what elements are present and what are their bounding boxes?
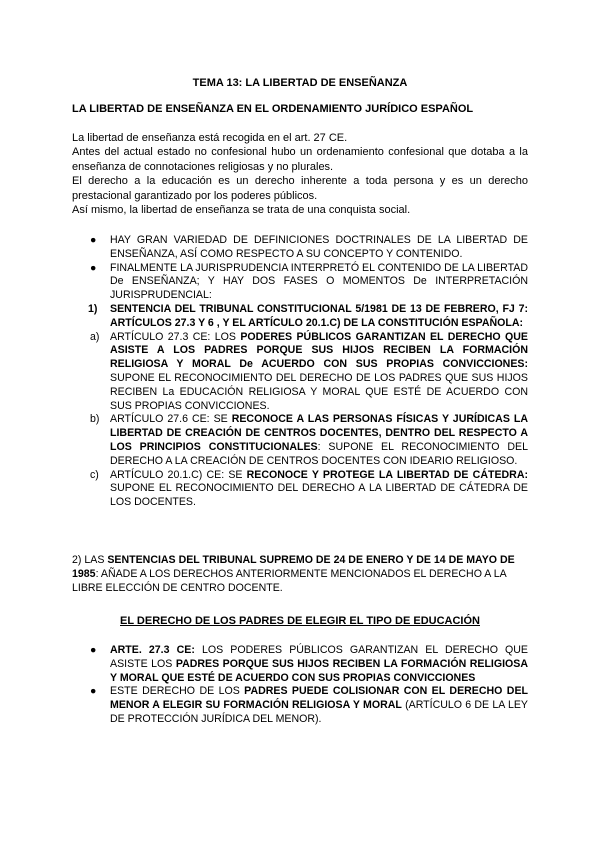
list-item — [72, 331, 528, 414]
bullet-icon: ● — [90, 685, 97, 698]
list-item-text: : SUPONE EL RECONOCIMIENTO DEL DERECHO A LA CREACIÓN DE CENTROS DOCENTES CON IDEARIO RELIGIOSO. — [110, 440, 528, 467]
list-item-text: HAY GRAN VARIEDAD DE DEFINICIONES DOCTRINALES DE LA LIBERTAD DE ENSEÑANZA, ASÍ COMO RESPECTO A SU CONCEPTO Y CONTENIDO. — [110, 234, 528, 260]
list-item — [72, 469, 528, 510]
list-item — [72, 644, 528, 685]
list-item-text: LOS PODERES PÚBLICOS GARANTIZAN EL DERECHO QUE ASISTE LOS — [110, 644, 529, 670]
list-item-text: FINALMENTE LA JURISPRUDENCIA INTERPRETÓ EL CONTENIDO DE LA LIBERTAD De ENSEÑANZA; Y HAY DOS FASES O MOMENTOS De INTERPRETACIÓN JURISPRUDENCIAL: — [110, 261, 528, 302]
list-item-text: (ARTÍCULO 6 DE LA LEY DE PROTECCIÓN JURÍDICA DEL MENOR). — [110, 699, 528, 725]
intro-paragraph: El derecho a la educación es un derecho inherente a toda persona y es un derecho prestacional garantizado por los poderes públicos. — [72, 175, 528, 202]
paragraph-text: 2) LAS — [72, 554, 108, 566]
list-marker: a) — [90, 330, 100, 343]
list-item-bold: RECONOCE Y PROTEGE LA LIBERTAD DE CÁTEDRA: — [246, 468, 528, 481]
list-item-bold: ARTE. 27.3 CE: — [110, 644, 195, 656]
list-item — [72, 303, 528, 331]
list-item-text: ARTÍCULO 20.1.C) CE: SE — [110, 468, 247, 481]
paragraph-bold: SENTENCIAS DEL TRIBUNAL SUPREMO DE 24 DE ENERO Y DE 14 DE MAYO DE 1985 — [72, 554, 515, 580]
list-item-bold: RECONOCE A LAS PERSONAS FÍSICAS Y JURÍDICAS LA LIBERTAD DE CREACIÓN DE CENTROS DOCENTES, DENTRO DEL RESPECTO A LOS PRINCIPIOS CONSTITUCIONALES — [110, 413, 529, 453]
list-item — [72, 234, 528, 262]
list-block-1 — [72, 234, 528, 510]
list-item-text: SUPONE EL RECONOCIMIENTO DEL DERECHO DE LOS PADRES QUE SUS HIJOS RECIBEN La EDUCACIÓN RELIGIOSA Y MORAL QUE ESTÉ DE ACUERDO CON SUS PROPIAS CONVICCIONES. — [110, 371, 528, 412]
list-block-2 — [72, 644, 528, 727]
list-item — [72, 685, 528, 726]
list-item-text: SENTENCIA DEL TRIBUNAL CONSTITUCIONAL 5/1981 DE 13 DE FEBRERO, FJ 7: ARTÍCULOS 27.3 Y 6 , Y EL ARTÍCULO 20.1.C) DE LA CONSTITUCIÓN ESPAÑOLA: — [110, 302, 528, 329]
list-item — [72, 413, 528, 468]
list-item-text: ARTÍCULO 27.6 CE: SE — [110, 413, 232, 426]
intro-paragraph: La libertad de enseñanza está recogida en el art. 27 CE. — [72, 132, 348, 144]
list-marker: b) — [90, 413, 100, 426]
section-heading-ordenamiento: LA LIBERTAD DE ENSEÑANZA EN EL ORDENAMIENTO JURÍDICO ESPAÑOL — [72, 103, 474, 115]
paragraph-text: : AÑADE A LOS DERECHOS ANTERIORMENTE MENCIONADOS EL DERECHO A LA LIBRE ELECCIÓN DE CENTRO DOCENTE. — [72, 567, 507, 594]
list-item-text: ESTE DERECHO DE LOS — [110, 685, 245, 698]
list-marker: c) — [90, 468, 99, 481]
paragraph-supremo — [72, 554, 528, 595]
list-item-text: SUPONE EL RECONOCIMIENTO DEL DERECHO A LA LIBERTAD DE CÁTEDRA DE LOS DOCENTES. — [110, 482, 528, 509]
section-heading-padres: EL DERECHO DE LOS PADRES DE ELEGIR EL TIPO DE EDUCACIÓN — [120, 615, 480, 627]
list-item-bold: PADRES PORQUE SUS HIJOS RECIBEN LA FORMACIÓN RELIGIOSA Y MORAL QUE ESTÉ DE ACUERDO CON SUS PROPIAS CONVICCIONES — [110, 657, 528, 684]
intro-paragraph: Así mismo, la libertad de enseñanza se trata de una conquista social. — [72, 204, 411, 217]
bullet-icon: ● — [90, 644, 97, 656]
bullet-icon: ● — [90, 261, 97, 274]
document-title: TEMA 13: LA LIBERTAD DE ENSEÑANZA — [192, 77, 408, 89]
list-marker: 1) — [88, 302, 98, 315]
list-item-bold: PADRES PUEDE COLISIONAR CON EL DERECHO DEL MENOR A ELEGIR SU FORMACIÓN RELIGIOSA Y MORAL — [110, 685, 528, 712]
list-item-text: ARTÍCULO 27.3 CE: LOS — [110, 330, 241, 343]
list-item — [72, 262, 528, 303]
bullet-icon: ● — [90, 234, 97, 246]
intro-paragraph: Antes del actual estado no confesional hubo un ordenamiento confesional que dotaba a la enseñanza de connotaciones religiosas y no plurales. — [72, 146, 528, 173]
list-item-bold: PODERES PÚBLICOS GARANTIZAN EL DERECHO QUE ASISTE A LOS PADRES PORQUE SUS HIJOS RECIBEN LA FORMACIÓN RELIGIOSA Y MORAL De ACUERDO CON SUS PROPIAS CONVICCIONES: — [110, 330, 528, 371]
intro-block — [72, 131, 528, 217]
